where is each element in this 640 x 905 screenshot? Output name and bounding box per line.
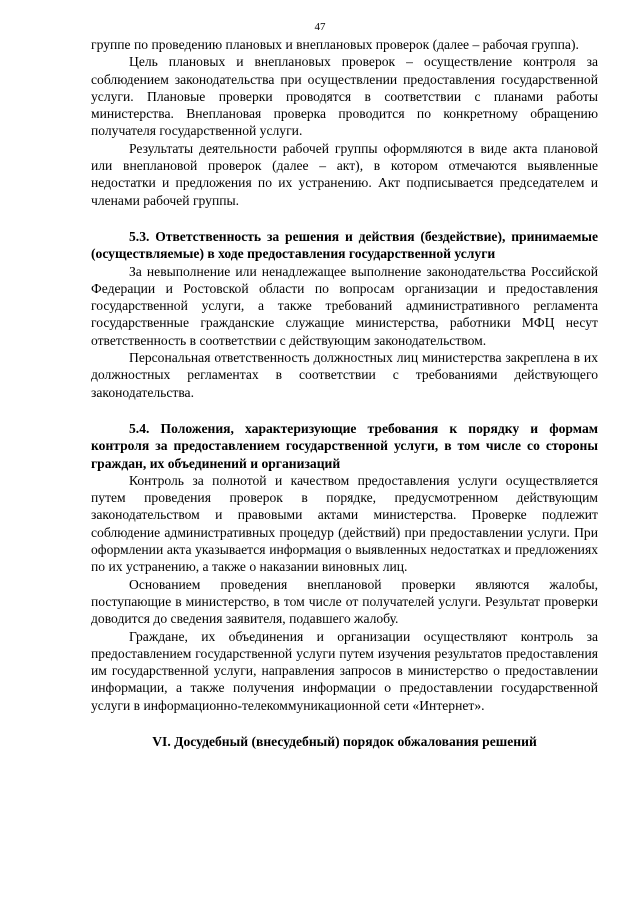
paragraph-control-quality: Контроль за полнотой и качеством предоставления услуги осуществляется путем проведения проверок в порядке, предусмотренном действующим законодательством и правовыми актами министерства. Проверке подлежит соблюдение административных процедур (действий) при предоставлении услуги. При оформлении акта указывается информация о выявленных недостатках и предложениях по их устранению, а также о наказании виновных лиц. [91, 472, 598, 575]
paragraph-liability: За невыполнение или ненадлежащее выполнение законодательства Российской Федерации и Ростовской области по вопросам организации и предоставления государственной услуги, а также требований административного регламента государственные гражданские служащие министерства, работники МФЦ несут ответственность в соответствии с действующим законодательством. [91, 263, 598, 348]
paragraph-personal-responsibility: Персональная ответственность должностных лиц министерства закреплена в их должностных регламентах в соответствии с требованиями действующего законодательства. [91, 350, 598, 400]
paragraph-unscheduled-basis: Основанием проведения внеплановой проверки являются жалобы, поступающие в министерство, в том числе от получателей услуги. Результат проверки доводится до сведения заявителя, подавшего жалобу. [91, 576, 598, 627]
section-5-3-heading: 5.3. Ответственность за решения и действия (бездействие), принимаемые (осуществляемые) в ходе предоставления государственной услуги [91, 228, 598, 262]
page-number: 47 [314, 21, 326, 33]
paragraph-inspection-results: Результаты деятельности рабочей группы оформляются в виде акта плановой или внеплановой проверок (далее – акт), в котором отмечаются выявленные недостатки и предложения по их устранению. Акт подписывается председателем и членами рабочей группы. [91, 140, 598, 208]
document-body [91, 36, 598, 750]
section-5-4-heading: 5.4. Положения, характеризующие требования к порядку и формам контроля за предоставлением государственной услуги, в том числе со стороны граждан, их объединений и организаций [91, 420, 598, 471]
paragraph-inspection-purpose: Цель плановых и внеплановых проверок – осуществление контроля за соблюдением законодательства при осуществлении предоставления государственной услуги. Плановые проверки проводятся в соответствии с планами работы министерства. Внеплановая проверка проводится по конкретному обращению получателя государственной услуги. [91, 54, 598, 139]
paragraph-citizen-control: Граждане, их объединения и организации осуществляют контроль за предоставлением государственной услуги путем изучения результатов предоставления им государственной услуги, направления запросов в министерство о предоставлении информации, а также получения информации о предоставлении государственной услуги в информационно-телекоммуникационной сети «Интернет». [91, 628, 598, 713]
paragraph-continuation: группе по проведению плановых и внеплановых проверок (далее – рабочая группа). [91, 37, 579, 52]
section-6-heading: VI. Досудебный (внесудебный) порядок обжалования решений [152, 733, 537, 749]
